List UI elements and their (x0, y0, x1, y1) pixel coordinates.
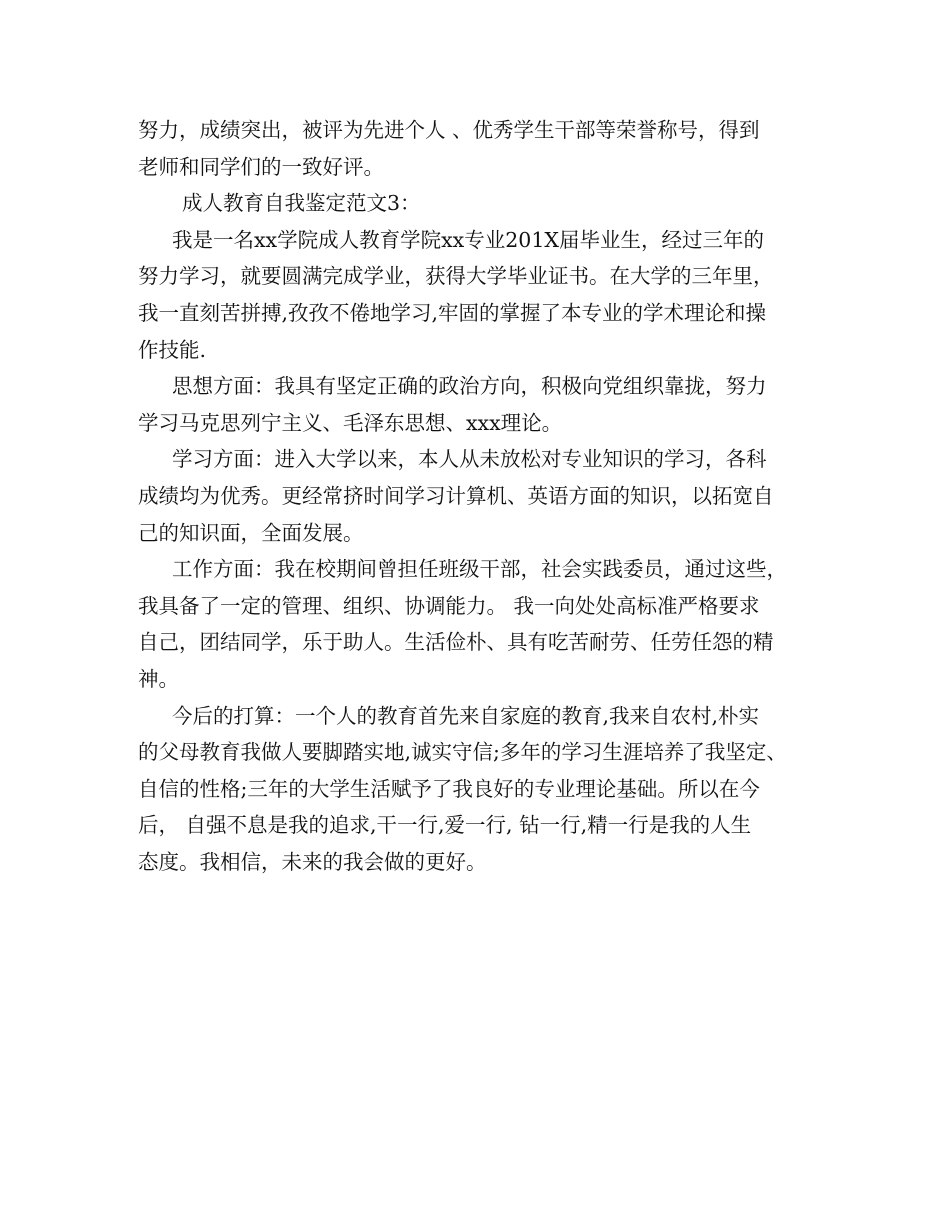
text-line: 学习方面：进入大学以来，本人从未放松对专业知识的学习，各科 (172, 447, 767, 472)
document-body (138, 112, 818, 880)
text-line: 努力，成绩突出，被评为先进个人 、优秀学生干部等荣誉称号，得到 (138, 118, 760, 142)
text-line: 神。 (138, 666, 179, 691)
text-line: 我是一名xx学院成人教育学院xx专业201X届毕业生，经过三年的 (172, 227, 764, 252)
text-line: 工作方面：我在校期间曾担任班级干部，社会实践委员，通过这些， (172, 557, 787, 582)
text-line: 成绩均为优秀。更经常挤时间学习计算机、英语方面的知识，以拓宽自 (138, 483, 774, 508)
text-line: 的父母教育我做人要脚踏实地,诚实守信;多年的学习生涯培养了我坚定、 (138, 740, 787, 765)
text-line: 后， 自强不息是我的追求,干一行,爱一行, 钻一行,精一行是我的人生 (138, 813, 752, 838)
text-line: 己的知识面，全面发展。 (138, 520, 364, 545)
paragraph-intro (138, 222, 818, 368)
text-line: 态度。我相信，未来的我会做的更好。 (138, 849, 487, 874)
heading-line: 成人教育自我鉴定范文3： (182, 191, 421, 216)
paragraph-plan (138, 698, 818, 881)
text-line: 自己，团结同学，乐于助人。生活俭朴、具有吃苦耐劳、任劳任怨的精 (138, 630, 774, 655)
text-line: 思想方面：我具有坚定正确的政治方向，积极向党组织靠拢，努力 (172, 374, 767, 399)
text-line: 学习马克思列宁主义、毛泽东思想、xxx理论。 (138, 410, 563, 435)
section-heading (138, 185, 818, 222)
text-line: 自信的性格;三年的大学生活赋予了我良好的专业理论基础。所以在今 (138, 776, 760, 801)
paragraph-work (138, 551, 818, 697)
paragraph-continuation (138, 112, 818, 185)
text-line: 今后的打算：一个人的教育首先来自家庭的教育,我来自农村,朴实 (172, 703, 760, 728)
paragraph-thought (138, 368, 818, 441)
text-line: 我具备了一定的管理、组织、协调能力。 我一向处处高标准严格要求 (138, 593, 760, 618)
text-line: 努力学习，就要圆满完成学业，获得大学毕业证书。在大学的三年里， (138, 264, 774, 289)
paragraph-study (138, 441, 818, 551)
text-line: 老师和同学们的一致好评。 (138, 154, 384, 179)
text-line: 作技能. (138, 337, 207, 362)
text-line: 我一直刻苦拼搏,孜孜不倦地学习,牢固的掌握了本专业的学术理论和操 (138, 300, 767, 325)
